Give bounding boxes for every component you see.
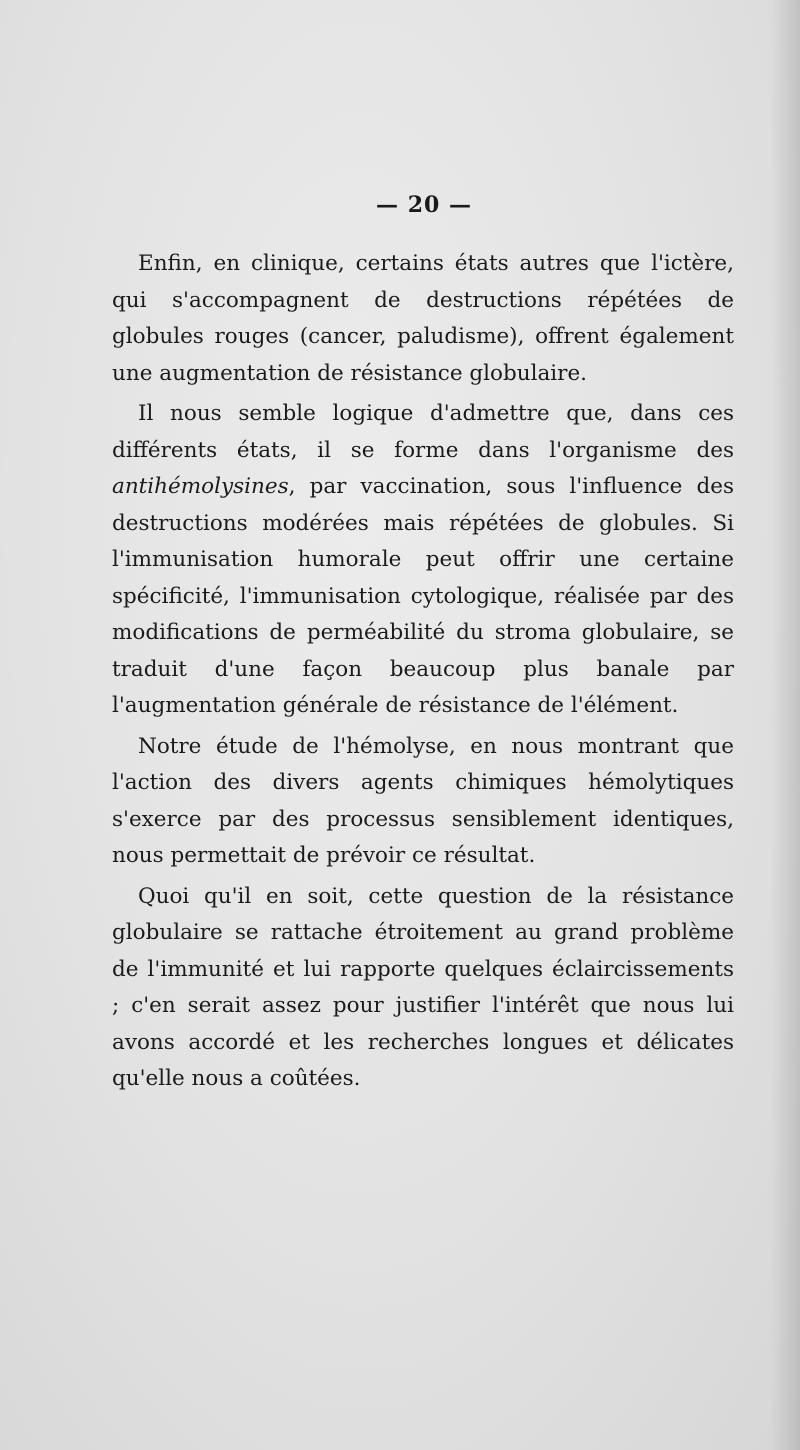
- paragraph: [112, 729, 734, 875]
- text-segment: , par vaccination, sous l'influence des destructions modérées mais répétées de globules. Si l'immunisation humorale peut offrir une certaine spécificité, l'immunisation cytologique, réalisée par des modifications de perméabilité du stroma globulaire, se traduit d'une façon beaucoup plus banale par l'augmentation générale de résistance de l'élément.: [112, 474, 734, 718]
- body-text: [112, 246, 734, 1098]
- text-segment: Il nous semble logique d'admettre que, dans ces différents états, il se forme dans l'organisme des: [112, 401, 734, 463]
- text-segment: Quoi qu'il en soit, cette question de la résistance globulaire se rattache étroitement au grand problème de l'immunité et lui rapporte quelques éclaircissements ; c'en serait assez pour justifier l'intérêt que nous lui avons accordé et les recherches longues et délicates qu'elle nous a coûtées.: [112, 883, 734, 1091]
- paragraph: [112, 879, 734, 1098]
- paragraph: [112, 396, 734, 725]
- italic-term: antihémolysines: [112, 474, 289, 499]
- page-number: — 20 —: [376, 192, 472, 218]
- paragraph: [112, 246, 734, 392]
- text-segment: Notre étude de l'hémolyse, en nous montrant que l'action des divers agents chimiques hémolytiques s'exerce par des processus sensiblement identiques, nous permettait de prévoir ce résultat.: [112, 733, 734, 868]
- text-segment: Enfin, en clinique, certains états autres que l'ictère, qui s'accompagnent de destructions répétées de globules rouges (cancer, paludisme), offrent également une augmentation de résistance globulaire.: [112, 251, 734, 386]
